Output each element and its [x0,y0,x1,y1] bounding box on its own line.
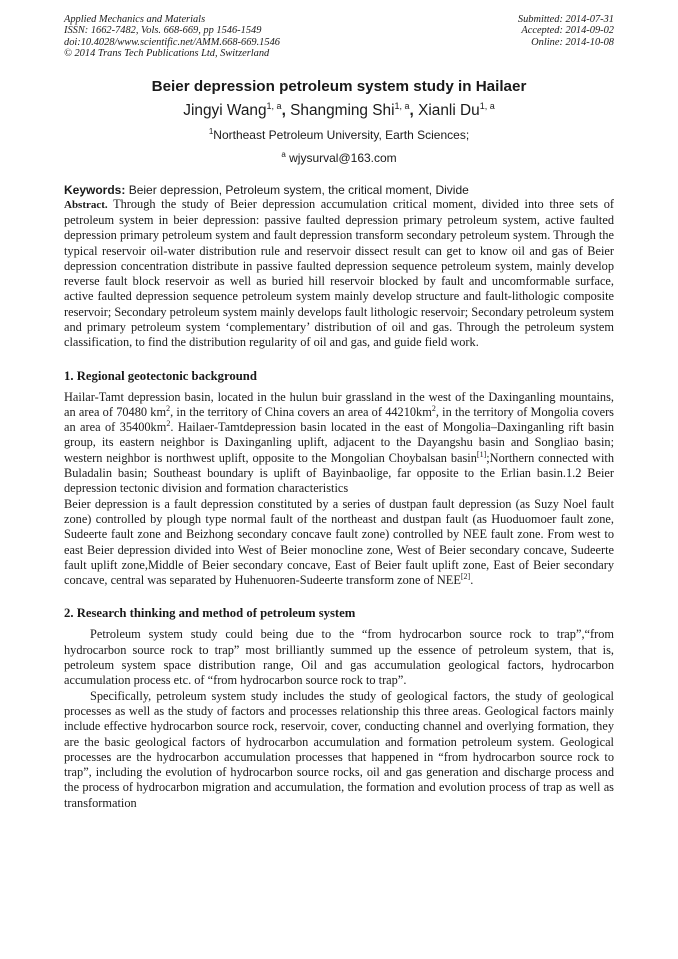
author-list [64,102,614,120]
citation: [1] [476,449,487,459]
author-affil-mark: 1, a [394,100,410,111]
publication-dates [518,14,614,60]
section-heading: 1. Regional geotectonic background [64,368,257,383]
author-separator: , [281,101,291,119]
text-run: Beier depression is a fault depression constituted by a series of dustpan fault depression (as Suzy Noel fault zone) controlled by plough type normal fault of the northeast and dustpan fault (as Huoduomoer fault zone, Sudeerte fault zone and Beizhong secondary concave fault zone) controlled by NEE fault zone. From west to east Beier depression divided into West of Beier monocline zone, West of Beier secondary concave, Sudeerte fault uplift zone,Middle of Beier secondary concave, East of Beier fault uplift zone, East of Beier secondary concave, central was separated by Huhenuoren-Sudeerte transform zone of NEE [64,496,614,588]
text-run: , in the territory of Mongolia covers an area of 35400km [64,404,614,435]
abstract-text: Through the study of Beier depression accumulation critical moment, divided into three sets of petroleum system in beier depression: passive faulted depression primary petroleum system, active faulted depression primary petroleum system and fault depression transform secondary petroleum system. Through the typical reservoir oil-water distribution rule and reservoir dissect result can get to know oil and gas of Beier depression concentration distribute in passive faulted depression sequence petroleum system, mainly develop reverse fault block reservoir as well as buried hill reservoir blocked by fault and uncomformable surface, active faulted depression sequence petroleum system mainly develop structure and fault-lithologic composite reservoir; Secondary petroleum system mainly develops fault lithologic reservoir; Secondary petroleum system and primary petroleum system ‘complementary’ distribution of oil and gas. Through the petroleum system classification, to find the distribution regularity of oil and gas, and guide field work. [64,196,614,350]
superscript: 2 [166,403,171,413]
author-name: Shangming Shi [290,101,395,119]
journal-name: Applied Mechanics and Materials [64,14,206,25]
author-affil-mark: 1, a [266,100,282,111]
publication-info [64,14,280,60]
keywords-text: Beier depression, Petroleum system, the critical moment, Divide [125,182,469,197]
affiliation [64,128,614,142]
author-name: Jingyi Wang [183,101,267,119]
affiliation-text: Northeast Petroleum University, Earth Sciences; [213,127,470,142]
superscript: 2 [166,419,171,429]
paragraph: Specifically, petroleum system study includes the study of geological factors, the study of geological processes as well as the study of factors and processes relationship this three areas. Geological factors mainly include effective hydrocarbon source rock, reservoir, cover, conducting channel and overlying formation, they are the basic geological factors of hydrocarbon accumulation and formation petroleum system. Geological processes are the hydrocarbon accumulation processes that happened in “from hydrocarbon source rock to trap”, including the evolution of hydrocarbon source rocks, oil and gas generation and discharge process and the process of hydrocarbon migration and accumulation, the formation and evolution process of trap as well as transformation [64,688,614,810]
author-email [64,151,614,165]
text-run: ;Northern connected with Buladalin basin; Southeast boundary is uplift of Bayinbaolige, far opposite to the Erlian basin.1.2 Beier depression tectonic division and formation characteristics [64,450,614,496]
abstract [64,197,614,351]
accepted-date: Accepted: 2014-09-02 [521,25,614,37]
text-run: . [470,573,474,588]
paragraph: Petroleum system study could being due to the “from hydrocarbon source rock to trap”,“from hydrocarbon source rock to trap” most brilliantly summed up the essence of petroleum system, that is, petroleum system space distribution range, Oil and gas accumulation geological factors, hydrocarbon accumulation process etc. of “from hydrocarbon source rock to trap”. [64,627,614,688]
abstract-label: Abstract. [64,198,108,211]
email-mark: a [281,149,286,159]
text-run: . Hailaer-Tamtdepression basin located in the east of Mongolia–Daxinganling rift basin group, its eastern neighbor is Daxinganling uplift, adjacent to the Dayangshu basin and Songliao basin; western neighbor is northwest uplift, opposite to the Mongolian Choybalsan basin [64,420,614,465]
author-affil-mark: 1, a [479,100,495,111]
email-address: wjysurval@163.com [285,150,397,165]
superscript: 2 [431,403,436,413]
journal-header [64,14,614,60]
affiliation-mark: 1 [208,126,214,136]
keywords-label: Keywords: [64,182,126,197]
issn-line: ISSN: 1662-7482, Vols. 668-669, pp 1546-1549 [64,25,262,37]
paper-title: Beier depression petroleum system study in Hailaer [151,77,527,95]
citation: [2] [460,572,471,582]
doi-line: doi:10.4028/www.scientific.net/AMM.668-669.1546 [64,36,280,48]
author-name: Xianli Du [418,101,480,119]
paragraph [64,390,614,497]
copyright-line: © 2014 Trans Tech Publications Ltd, Switzerland [64,48,270,60]
text-run: , in the territory of China covers an area of 44210km [170,404,432,419]
author-separator: , [409,101,419,119]
keywords [64,183,614,197]
submitted-date: Submitted: 2014-07-31 [517,14,614,25]
section-heading: 2. Research thinking and method of petroleum system [64,606,356,621]
text-run: Hailar-Tamt depression basin, located in the hulun buir grassland in the west of the Daxinganling mountains, an area of 70480 km [64,389,614,419]
online-date: Online: 2014-10-08 [531,36,614,48]
paragraph [64,497,614,589]
